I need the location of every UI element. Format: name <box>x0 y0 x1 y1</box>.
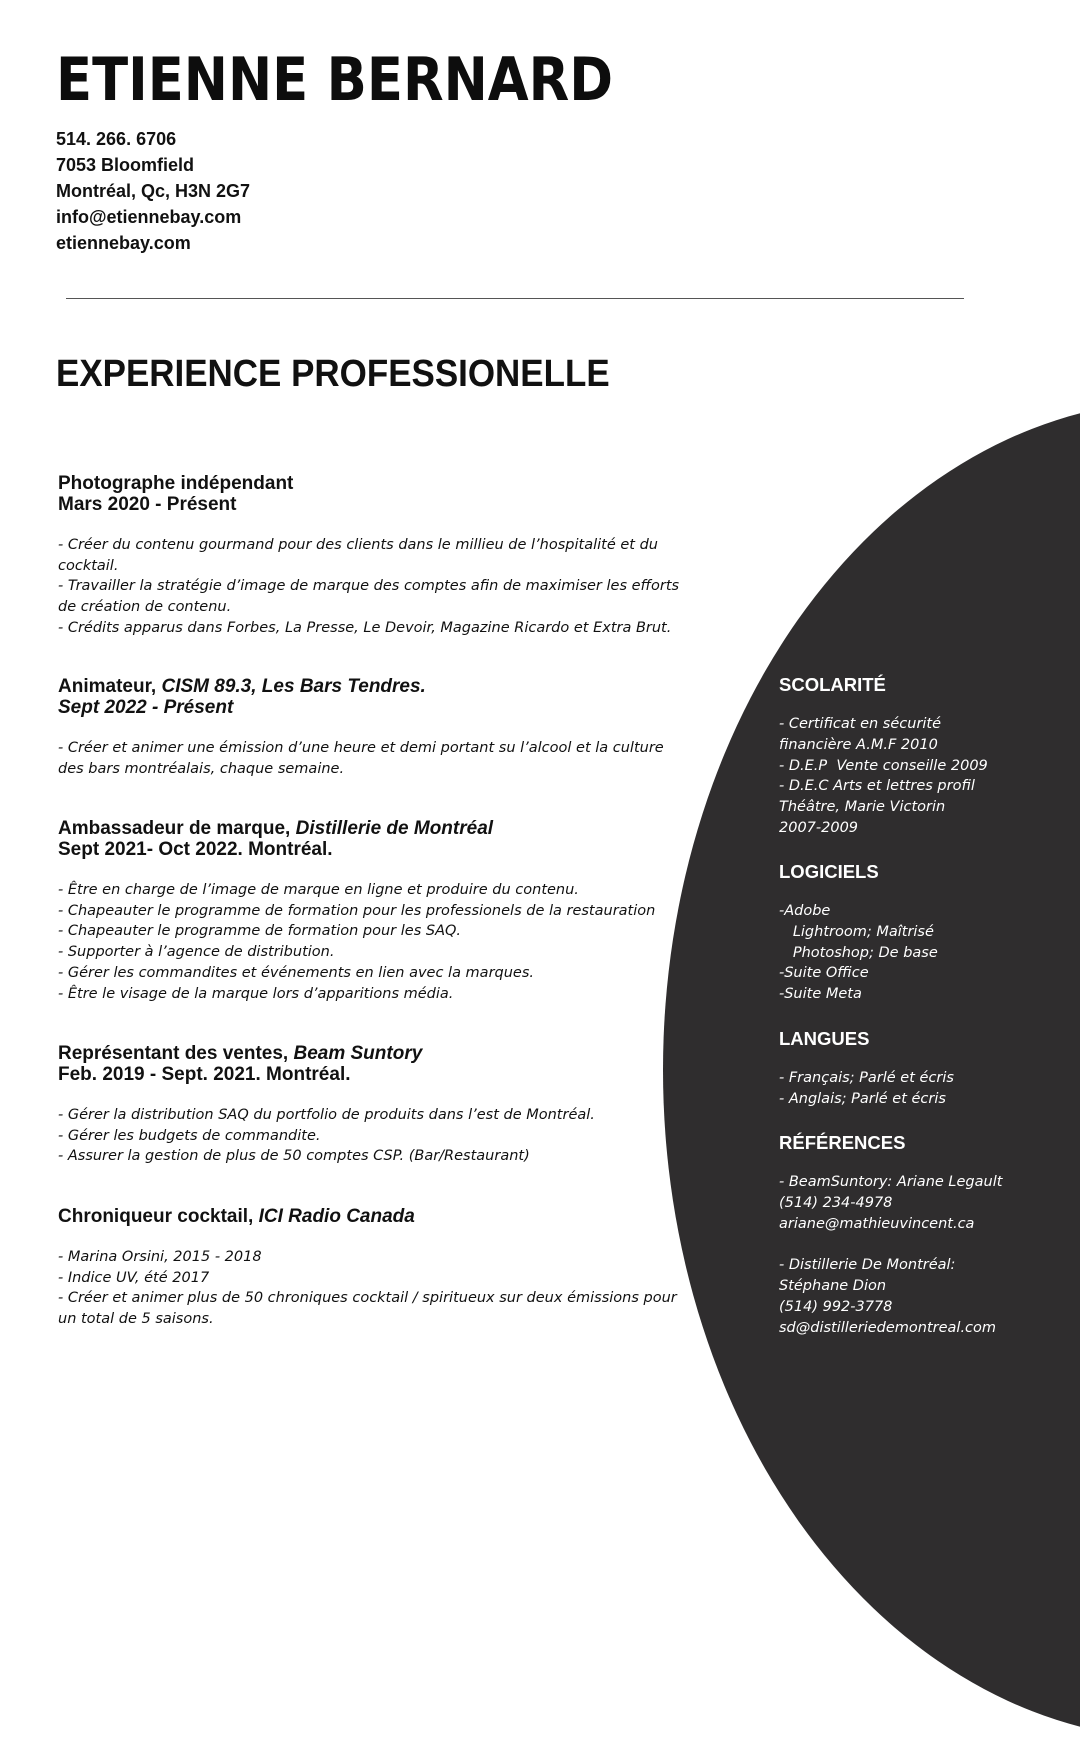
job-organization: Beam Suntory <box>293 1043 423 1064</box>
sidebar-line: (514) 992-3778 <box>779 1298 893 1315</box>
sidebar-line: -Adobe <box>779 903 831 919</box>
contact-website[interactable]: etiennebay.com <box>56 233 191 253</box>
job-title: Ambassadeur de marque, <box>58 818 291 839</box>
contact-city: Montréal, Qc, H3N 2G7 <box>56 181 251 201</box>
job-period: Sept 2022 - Présent <box>58 697 234 718</box>
divider <box>66 298 964 299</box>
sidebar-heading: LANGUES <box>779 1028 870 1049</box>
duty-line: - Gérer les budgets de commandite. <box>58 1127 321 1144</box>
sidebar-line: Photoshop; De base <box>779 944 938 961</box>
contact-email[interactable]: info@etiennebay.com <box>56 207 242 227</box>
contact-phone: 514. 266. 6706 <box>56 129 177 149</box>
duty-line: - Créer du contenu gourmand pour des clients dans le millieu de l’hospitalité et du <box>58 537 658 553</box>
job-organization: Distillerie de Montréal <box>295 818 494 839</box>
duty-line: - Assurer la gestion de plus de 50 comptes CSP. (Bar/Restaurant) <box>58 1148 530 1165</box>
sidebar-line: 2007-2009 <box>779 819 859 836</box>
experience-item <box>58 473 698 639</box>
job-period: Mars 2020 - Présent <box>58 494 237 515</box>
sidebar-line: - D.E.C Arts et lettres profil <box>779 778 975 795</box>
sidebar-line: Lightroom; Maîtrisé <box>779 923 934 940</box>
contact-block <box>56 126 250 256</box>
experience-item <box>58 818 678 1004</box>
sidebar-line: (514) 234-4978 <box>779 1194 893 1211</box>
duty-line: - Indice UV, été 2017 <box>58 1269 210 1286</box>
job-duties <box>58 1105 698 1167</box>
experience-item <box>58 1206 698 1330</box>
sidebar-line: Théâtre, Marie Victorin <box>779 799 946 816</box>
duty-line: cocktail. <box>58 557 119 574</box>
duty-line: - Crédits apparus dans Forbes, La Presse, Le Devoir, Magazine Ricardo et Extra Brut. <box>58 619 672 636</box>
reference-email[interactable]: sd@distilleriedemontreal.com <box>779 1319 997 1336</box>
job-period: Sept 2021- Oct 2022. Montréal. <box>58 839 333 860</box>
job-title: Photographe indépendant <box>58 473 294 494</box>
duty-line: des bars montréalais, chaque semaine. <box>58 760 345 777</box>
sidebar-heading: SCOLARITÉ <box>779 674 886 695</box>
job-duties <box>58 535 698 639</box>
sidebar-heading: LOGICIELS <box>779 861 879 882</box>
duty-line: - Chapeauter le programme de formation pour les SAQ. <box>58 923 462 940</box>
job-duties <box>58 738 698 779</box>
sidebar-heading: RÉFÉRENCES <box>779 1132 906 1153</box>
sidebar-line: -Suite Office <box>779 965 869 982</box>
sidebar-section-langues <box>779 1028 1069 1110</box>
duty-line: un total de 5 saisons. <box>58 1311 214 1328</box>
reference-email[interactable]: ariane@mathieuvincent.ca <box>779 1215 975 1232</box>
sidebar-section-logiciels <box>779 861 1069 1005</box>
duty-line: - Créer et animer plus de 50 chroniques cocktail / spiritueux sur deux émissions pour <box>58 1290 677 1307</box>
duty-line: - Être le visage de la marque lors d’apparitions média. <box>58 985 454 1002</box>
duty-line: - Travailler la stratégie d’image de marque des comptes afin de maximiser les efforts <box>58 578 680 595</box>
duty-line: - Être en charge de l’image de marque en ligne et produire du contenu. <box>58 882 579 898</box>
sidebar-section-scolarite <box>779 674 1069 839</box>
experience-item <box>58 1043 698 1167</box>
duty-line: - Gérer la distribution SAQ du portfolio de produits dans l’est de Montréal. <box>58 1107 595 1123</box>
job-organization: CISM 89.3, Les Bars Tendres. <box>161 676 426 697</box>
sidebar-spacer <box>779 1234 1069 1255</box>
job-duties <box>58 1247 698 1330</box>
sidebar-line: -Suite Meta <box>779 986 862 1003</box>
sidebar-line: Stéphane Dion <box>779 1277 887 1294</box>
sidebar-line: - Anglais; Parlé et écris <box>779 1090 946 1107</box>
job-organization: ICI Radio Canada <box>258 1206 415 1227</box>
duty-line: de création de contenu. <box>58 599 232 616</box>
job-title: Chroniqueur cocktail, <box>58 1206 254 1227</box>
job-title: Animateur, <box>58 676 157 697</box>
duty-line: - Créer et animer une émission d’une heure et demi portant su l’alcool et la culture <box>58 740 664 756</box>
duty-line: - Marina Orsini, 2015 - 2018 <box>58 1249 262 1265</box>
sidebar-line: - BeamSuntory: Ariane Legault <box>779 1174 1003 1190</box>
job-period: Feb. 2019 - Sept. 2021. Montréal. <box>58 1064 351 1085</box>
sidebar-line: - Certificat en sécurité <box>779 716 942 732</box>
sidebar-line: - Français; Parlé et écris <box>779 1070 954 1086</box>
sidebar-line: - Distillerie De Montréal: <box>779 1257 956 1274</box>
duty-line: - Chapeauter le programme de formation pour les professionels de la restauration <box>58 902 656 919</box>
contact-street: 7053 Bloomfield <box>56 155 195 175</box>
sidebar-line: - D.E.P Vente conseille 2009 <box>779 757 988 774</box>
job-title: Représentant des ventes, <box>58 1043 289 1064</box>
section-title-experience: EXPERIENCE PROFESSIONELLE <box>56 353 610 395</box>
experience-item <box>58 676 698 779</box>
duty-line: - Gérer les commandites et événements en lien avec la marques. <box>58 964 535 981</box>
sidebar-line: financière A.M.F 2010 <box>779 736 938 753</box>
sidebar-section-references <box>779 1132 1069 1338</box>
job-duties <box>58 880 678 1004</box>
resume-name: ETIENNE BERNARD <box>56 45 614 115</box>
duty-line: - Supporter à l’agence de distribution. <box>58 944 335 961</box>
